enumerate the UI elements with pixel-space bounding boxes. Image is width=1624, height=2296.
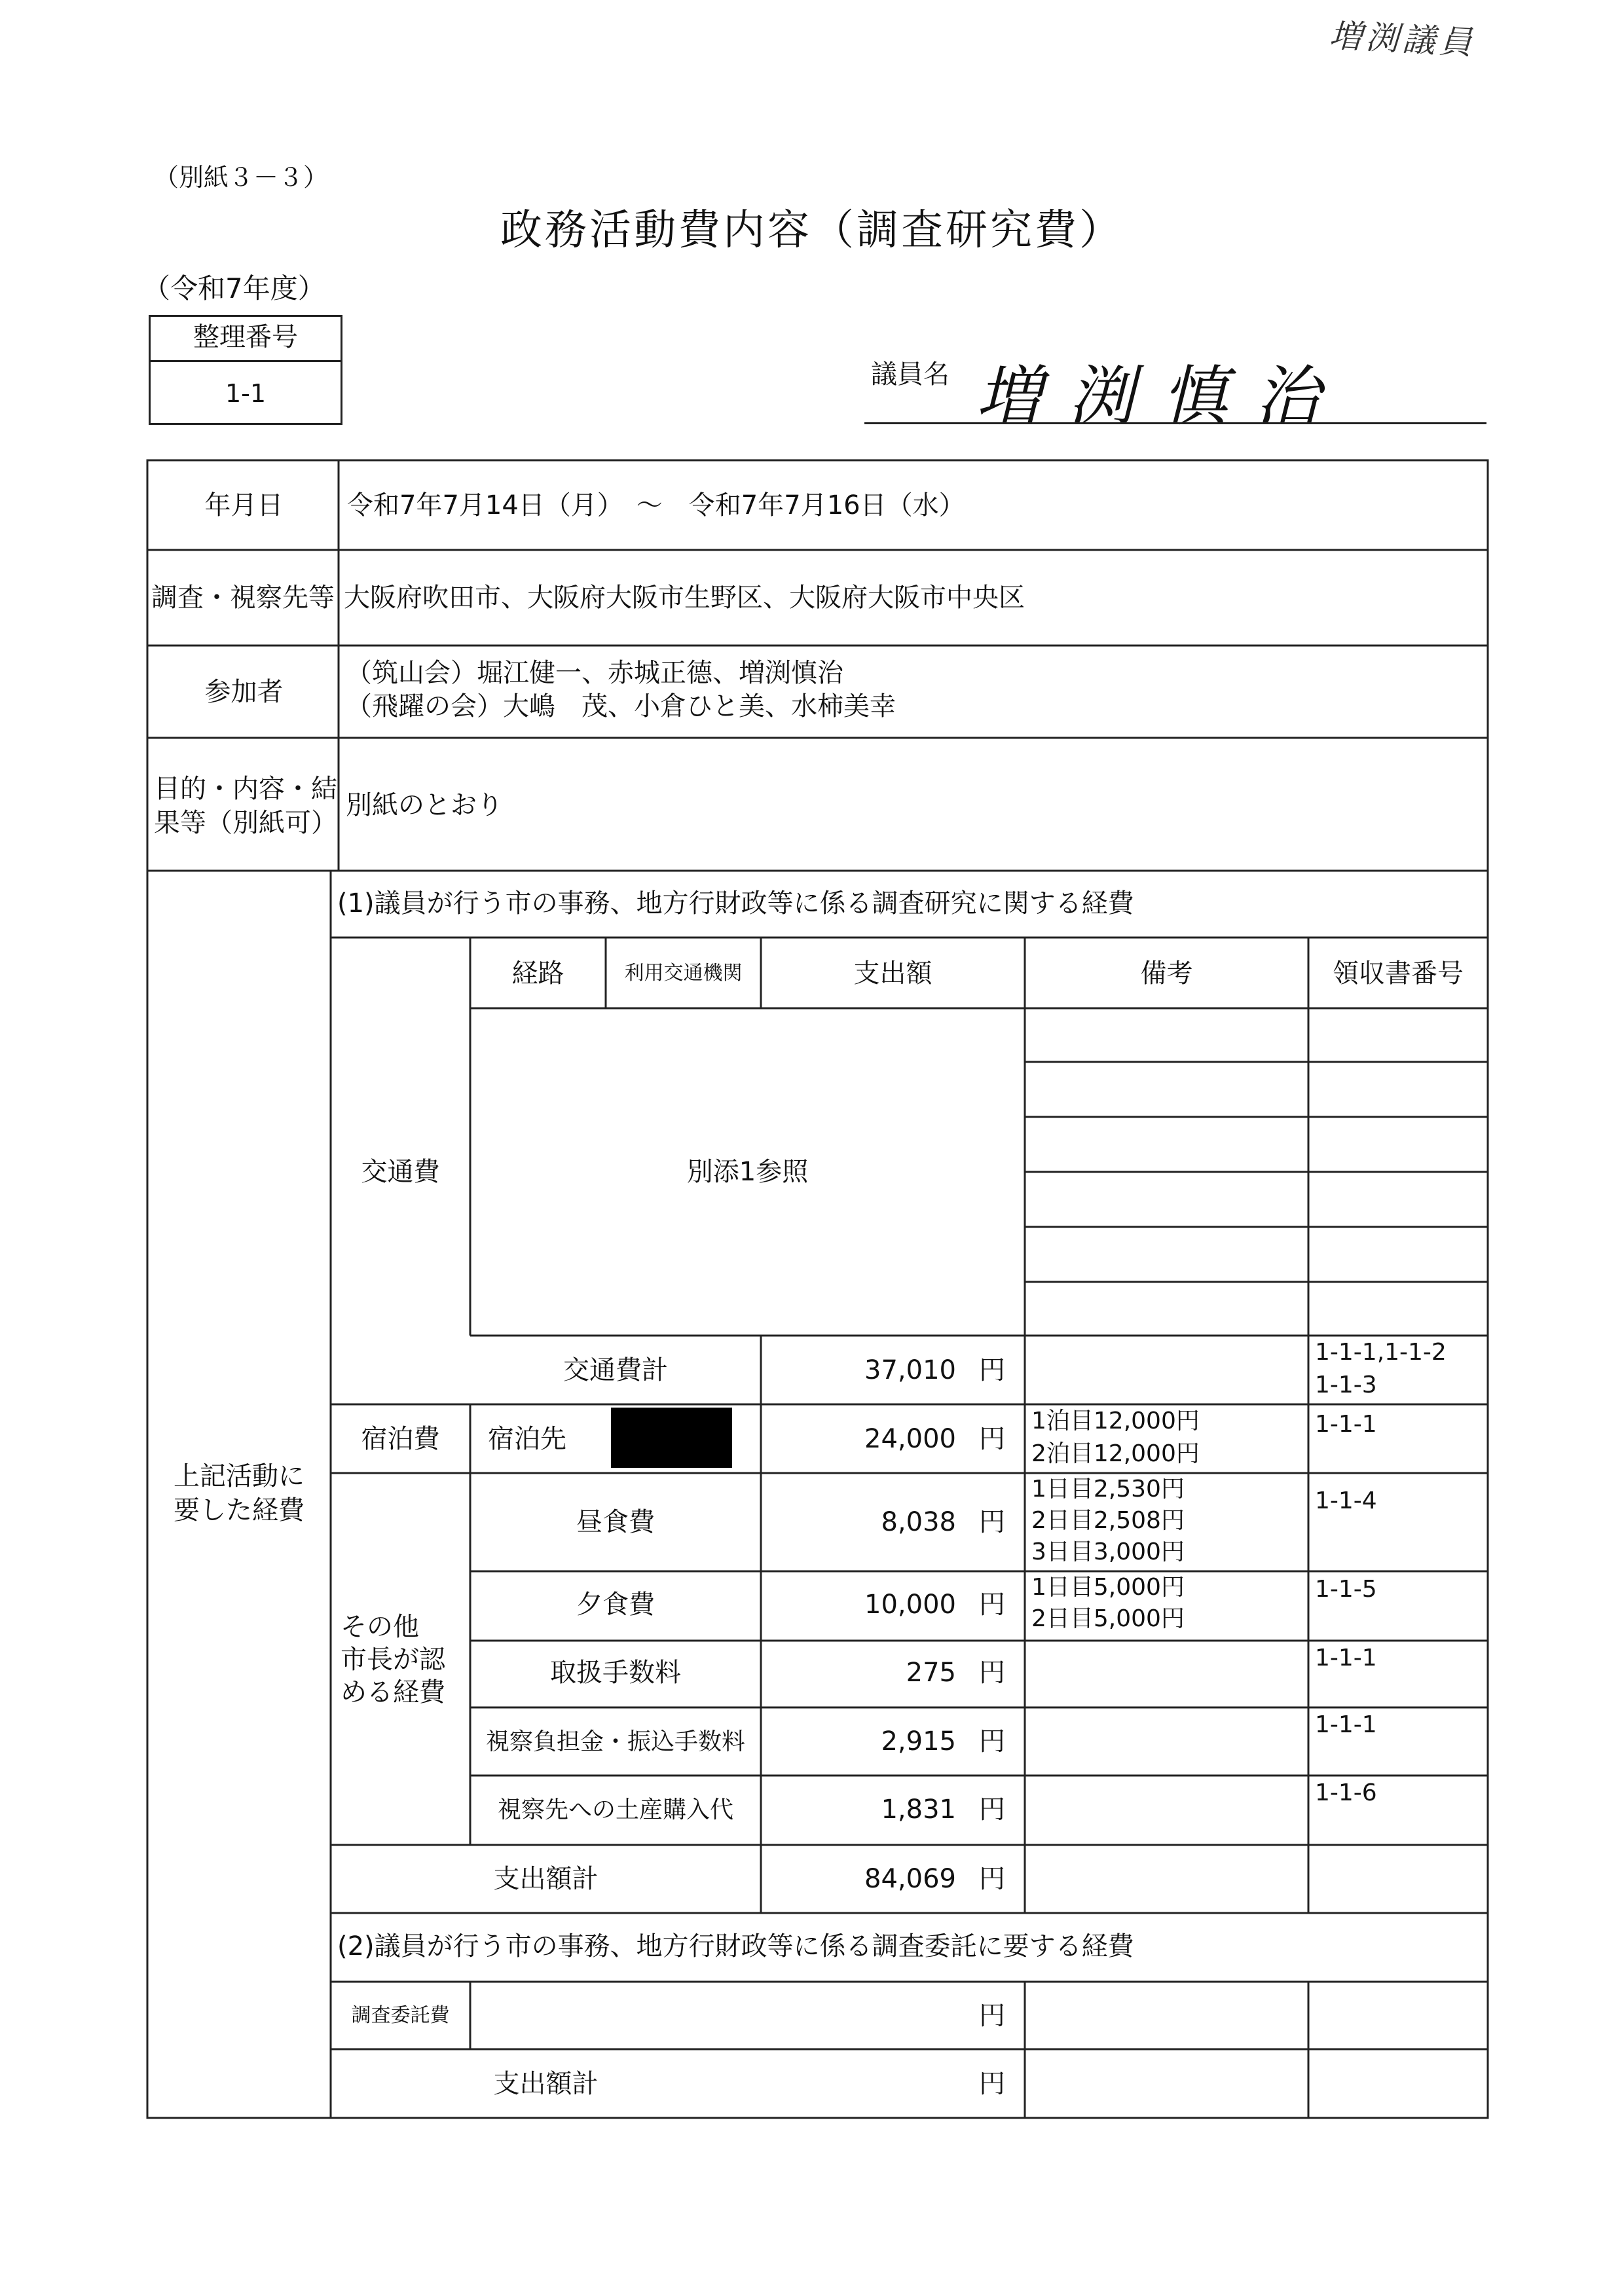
date-label: 年月日 [204,490,284,520]
header-receipt: 領収書番号 [1333,958,1464,989]
lunch-amount: 8,038 [881,1507,956,1537]
dinner-note-line1: 1日目5,000円 [1031,1574,1185,1601]
lodging-note-line1: 1泊目12,000円 [1031,1408,1200,1434]
lodging-place-label: 宿泊先 [488,1424,566,1454]
transport-label: 交通費 [361,1157,440,1187]
page-title: 政務活動費内容（調査研究費） [500,206,1124,255]
destination-value: 大阪府吹田市、大阪府大阪市生野区、大阪府大阪市中央区 [344,583,1025,613]
lodging-receipt: 1-1-1 [1315,1411,1377,1438]
lunch-label: 昼食費 [576,1507,655,1537]
fee-receipt: 1-1-1 [1315,1645,1377,1671]
other-label-line3: める経費 [341,1677,445,1707]
visit-fee-amount: 2,915 [881,1726,956,1757]
transport-receipt-line1: 1-1-1,1-1-2 [1315,1339,1447,1366]
redaction-box [611,1408,732,1468]
transport-total-label: 交通費計 [563,1355,668,1385]
annex-label: （別紙３－３） [154,163,329,192]
participants-label: 参加者 [204,677,284,707]
giin-signature: 増渕慎治 [976,358,1348,435]
header-remarks: 備考 [1140,958,1193,989]
total-amount: 84,069 [864,1864,956,1894]
seiri-value: 1-1 [225,379,267,408]
fee-label: 取扱手数料 [550,1658,681,1688]
header-transport: 利用交通機関 [624,962,743,985]
purpose-label-line2: 果等（別紙可） [154,808,337,838]
section1-heading: (1)議員が行う市の事務、地方行財政等に係る調査研究に関する経費 [337,888,1134,919]
expense-label-line2: 要した経費 [174,1495,304,1525]
yen-unit: 円 [979,1590,1005,1620]
yen-unit: 円 [979,1658,1005,1688]
other-label-line2: 市長が認 [341,1645,445,1675]
dinner-note-line2: 2日目5,000円 [1031,1605,1185,1632]
fiscal-year: （令和7年度） [143,272,325,304]
yen-unit: 円 [979,1795,1005,1825]
purpose-label-line1: 目的・内容・結 [154,774,337,804]
lunch-note-line2: 2日目2,508円 [1031,1507,1185,1534]
yen-unit: 円 [979,1864,1005,1894]
transport-receipt-line2: 1-1-3 [1315,1372,1377,1398]
yen-unit: 円 [979,1726,1005,1757]
purpose-value: 別紙のとおり [346,790,503,820]
header-route: 経路 [511,958,564,989]
souvenir-amount: 1,831 [881,1795,956,1825]
destination-label: 調査・視察先等 [151,583,335,613]
seiri-label: 整理番号 [151,317,341,362]
commission-label: 調査委託費 [351,2004,450,2027]
dinner-receipt: 1-1-5 [1315,1576,1377,1603]
souvenir-label: 視察先への土産購入代 [497,1796,733,1823]
fee-amount: 275 [906,1658,956,1688]
yen-unit: 円 [979,1424,1005,1454]
participants-line1: （筑山会）堀江健一、赤城正德、増渕慎治 [346,658,843,688]
dinner-label: 夕食費 [576,1590,655,1620]
header-amount: 支出額 [853,958,932,989]
total-label: 支出額計 [493,1864,599,1894]
lunch-receipt: 1-1-4 [1315,1487,1377,1514]
transport-total-amount: 37,010 [864,1355,956,1385]
lodging-note-line2: 2泊目12,000円 [1031,1440,1200,1467]
yen-unit: 円 [979,1355,1005,1385]
souvenir-receipt: 1-1-6 [1315,1779,1377,1806]
lodging-amount: 24,000 [864,1424,956,1454]
yen-unit: 円 [979,2069,1005,2099]
lunch-note-line3: 3日目3,000円 [1031,1539,1185,1565]
giin-label: 議員名 [871,359,950,390]
yen-unit: 円 [979,2001,1005,2031]
expense-label-line1: 上記活動に [174,1461,304,1491]
corner-stamp: 増渕議員 [1328,16,1477,62]
participants-line2: （飛躍の会）大嶋 茂、小倉ひと美、水柿美幸 [346,691,896,721]
visit-fee-label: 視察負担金・振込手数料 [485,1728,745,1755]
transport-reference: 別添1参照 [686,1157,809,1187]
lunch-note-line1: 1日目2,530円 [1031,1476,1185,1503]
lodging-label: 宿泊費 [361,1424,440,1454]
date-value: 令和7年7月14日（月） ～ 令和7年7月16日（水） [347,490,965,520]
section2-heading: (2)議員が行う市の事務、地方行財政等に係る調査委託に要する経費 [337,1931,1134,1961]
visit-fee-receipt: 1-1-1 [1315,1711,1377,1738]
dinner-amount: 10,000 [864,1590,956,1620]
other-label-line1: その他 [341,1612,419,1642]
total2-label: 支出額計 [493,2069,599,2099]
yen-unit: 円 [979,1507,1005,1537]
